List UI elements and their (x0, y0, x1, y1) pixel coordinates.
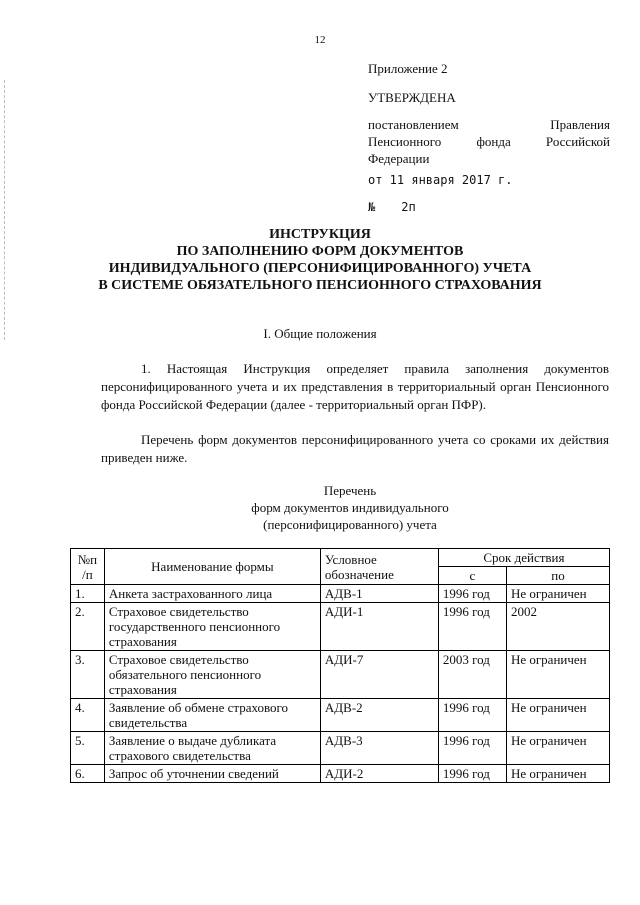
row-num: 1. (71, 585, 105, 603)
header-code-line-1: Условное (324, 551, 377, 567)
binding-margin-marks (4, 80, 8, 340)
header-from: с (438, 567, 506, 585)
list-heading-line-1: Перечень (323, 483, 377, 498)
approval-date: от 11 января 2017 г. (368, 173, 513, 187)
row-num: 6. (71, 765, 105, 783)
document-title (0, 226, 640, 294)
row-name: Запрос об уточнении сведений (104, 765, 320, 783)
row-from: 1996 год (438, 585, 506, 603)
row-name: Страховое свидетельство обязательного пенсионного страхования (104, 651, 320, 699)
row-code: АДИ-1 (320, 603, 438, 651)
row-to: 2002 (506, 603, 609, 651)
forms-table (70, 548, 610, 783)
table-row (71, 585, 610, 603)
row-to: Не ограничен (506, 585, 609, 603)
row-from: 1996 год (438, 603, 506, 651)
title-line-3: ИНДИВИДУАЛЬНОГО (ПЕРСОНИФИЦИРОВАННОГО) УЧЕТА (108, 261, 532, 276)
row-code: АДВ-1 (320, 585, 438, 603)
row-from: 2003 год (438, 651, 506, 699)
row-num: 4. (71, 699, 105, 732)
table-row (71, 732, 610, 765)
row-to: Не ограничен (506, 651, 609, 699)
row-code: АДВ-3 (320, 732, 438, 765)
row-to: Не ограничен (506, 765, 609, 783)
number-sign: № (368, 200, 376, 214)
table-row (71, 651, 610, 699)
table-header-row (71, 549, 610, 567)
paragraph-2: Перечень форм документов персонифицированного учета со сроками их действия приведен ниже. (101, 432, 609, 465)
approved-by-line-1: постановлением Правления (368, 117, 610, 132)
row-num: 2. (71, 603, 105, 651)
row-name: Страховое свидетельство государственного пенсионного страхования (104, 603, 320, 651)
title-line-4: В СИСТЕМЕ ОБЯЗАТЕЛЬНОГО ПЕНСИОННОГО СТРАХОВАНИЯ (98, 278, 542, 293)
row-from: 1996 год (438, 765, 506, 783)
row-from: 1996 год (438, 732, 506, 765)
table-row (71, 765, 610, 783)
list-heading-line-2: форм документов индивидуального (251, 500, 449, 515)
table-row (71, 603, 610, 651)
table-row (71, 699, 610, 732)
row-to: Не ограничен (506, 699, 609, 732)
approved-by-line-3: Федерации (368, 151, 430, 166)
row-num: 5. (71, 732, 105, 765)
header-num-line-2: /п (82, 566, 93, 582)
row-code: АДВ-2 (320, 699, 438, 732)
title-line-2: ПО ЗАПОЛНЕНИЮ ФОРМ ДОКУМЕНТОВ (176, 244, 464, 259)
row-code: АДИ-7 (320, 651, 438, 699)
list-heading (0, 482, 640, 533)
header-name: Наименование формы (104, 549, 320, 585)
approved-by-line-2: Пенсионного фонда Российской (368, 134, 610, 149)
row-code: АДИ-2 (320, 765, 438, 783)
header-num-line-1: №п (77, 551, 98, 567)
number-value: 2п (401, 200, 416, 214)
header-num (71, 549, 105, 585)
approval-number (368, 199, 610, 216)
header-period: Срок действия (438, 549, 609, 567)
approved-label: УТВЕРЖДЕНА (368, 90, 456, 105)
header-code-line-2: обозначение (324, 566, 394, 582)
page-number: 12 (314, 34, 326, 46)
header-code (320, 549, 438, 585)
row-to: Не ограничен (506, 732, 609, 765)
title-line-1: ИНСТРУКЦИЯ (269, 227, 371, 242)
row-name: Заявление о выдаче дубликата страхового свидетельства (104, 732, 320, 765)
row-num: 3. (71, 651, 105, 699)
approval-block (368, 60, 610, 216)
appendix-label: Приложение 2 (368, 61, 448, 76)
list-heading-line-3: (персонифицированного) учета (263, 517, 437, 532)
row-from: 1996 год (438, 699, 506, 732)
row-name: Анкета застрахованного лица (104, 585, 320, 603)
header-to: по (506, 567, 609, 585)
section-heading: I. Общие положения (263, 326, 377, 341)
paragraph-1: 1. Настоящая Инструкция определяет правила заполнения документов персонифицированного учета и их представления в территориальный орган Пенсионного фонда Российской Федерации (далее - территориальный орган ПФР). (101, 361, 609, 412)
row-name: Заявление об обмене страхового свидетельства (104, 699, 320, 732)
